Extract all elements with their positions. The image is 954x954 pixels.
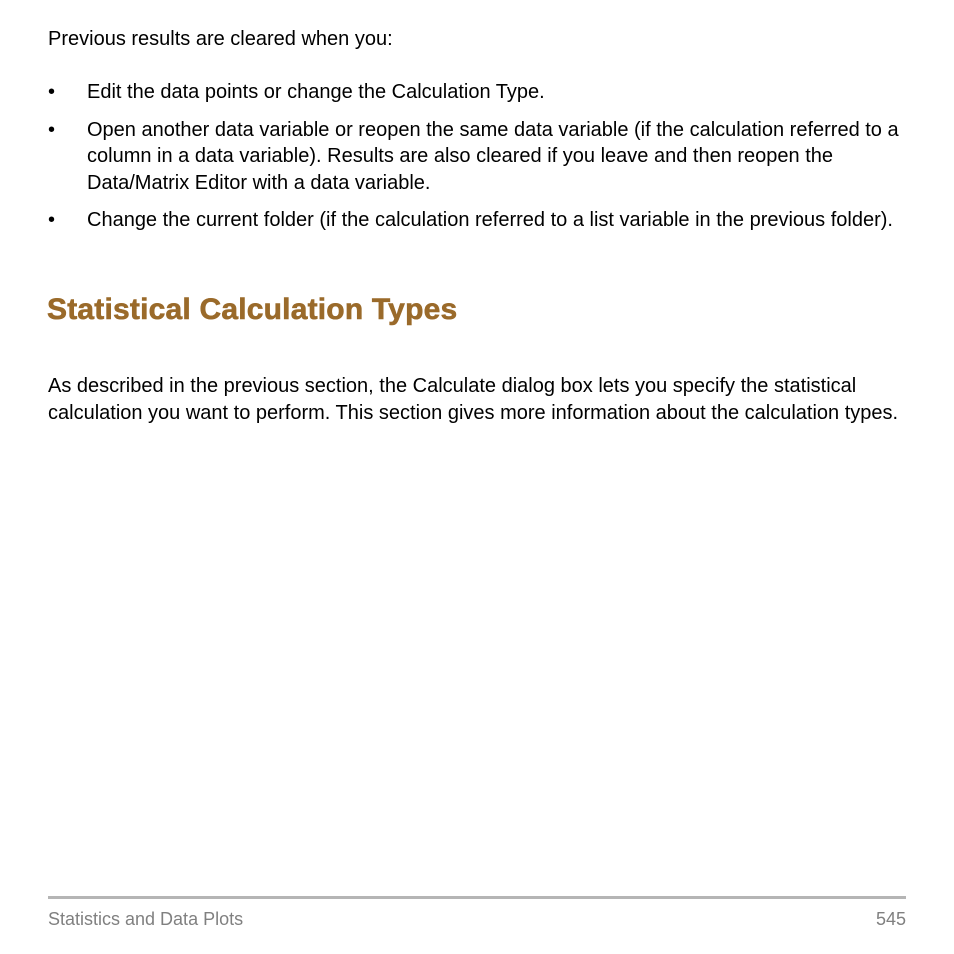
- bullet-text: Open another data variable or reopen the same data variable (if the calculation referred to a column in a data variable). Results are also cleared if you leave and then reopen the Data/Matrix Editor with a data variable.: [87, 118, 899, 194]
- bullet-list: [48, 79, 918, 245]
- bullet-text: Edit the data points or change the Calculation Type.: [87, 81, 545, 103]
- bullet-icon: •: [48, 209, 56, 231]
- list-item: [48, 117, 918, 197]
- intro-text: Previous results are cleared when you:: [48, 28, 393, 50]
- section-paragraph: As described in the previous section, the Calculate dialog box lets you specify the statistical calculation you want to perform. This section gives more information about the calculation types.: [48, 375, 899, 424]
- page-number: 545: [875, 909, 906, 929]
- list-item: [48, 207, 918, 234]
- footer-divider: [48, 896, 906, 899]
- bullet-icon: •: [48, 118, 56, 141]
- list-item: [48, 79, 918, 106]
- bullet-icon: •: [48, 81, 56, 103]
- bullet-text: Change the current folder (if the calculation referred to a list variable in the previous folder).: [87, 209, 893, 231]
- footer-title: Statistics and Data Plots: [48, 909, 244, 929]
- section-heading: Statistical Calculation Types: [47, 293, 458, 326]
